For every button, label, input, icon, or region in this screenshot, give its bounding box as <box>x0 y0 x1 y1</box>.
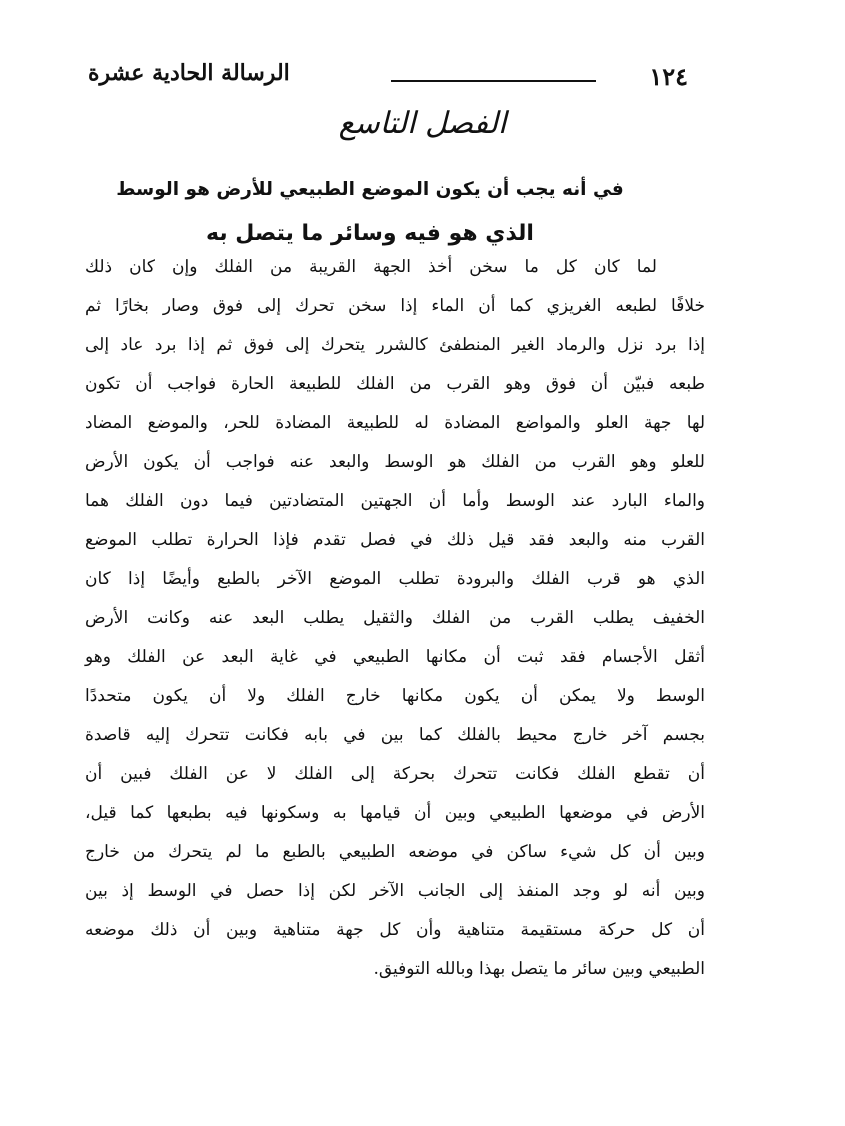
body-line: لما كان كل ما سخن أخذ الجهة القريبة من الفلك وإن كان ذلك <box>85 257 657 277</box>
body-line: القرب منه والبعد فقد قيل ذلك في فصل تقدم فإذا الحرارة تطلب الموضع <box>85 530 705 550</box>
section-heading <box>110 168 630 256</box>
body-line: بجسم آخر خارج محيط بالفلك كما بين في بابه فكانت تتحرك إليه قاصدة <box>85 725 705 745</box>
body-line: أن تقطع الفلك فكانت تتحرك بحركة إلى الفلك لا عن الفلك فبين أن <box>85 764 705 784</box>
header-rule <box>391 80 596 82</box>
running-title: الرسالة الحادية عشرة <box>88 60 290 86</box>
body-line: الأرض في موضعها الطبيعي وبين أن قيامها به وسكونها فيه بطبعها كما قيل، <box>85 803 705 823</box>
section-heading-line: الذي هو فيه وسائر ما يتصل به <box>206 221 534 246</box>
body-line: وبين أن كل شيء ساكن في موضعه الطبيعي بالطبع ما لم يتحرك من خارج <box>85 842 705 862</box>
section-heading-line: في أنه يجب أن يكون الموضع الطبيعي للأرض هو الوسط <box>116 179 624 200</box>
body-line: أن كل حركة مستقيمة متناهية وأن كل جهة متناهية وبين أن ذلك موضعه <box>85 920 705 940</box>
body-line: وبين أنه لو وجد المنفذ إلى الجانب الآخر لكن إذا حصل في الوسط إذ بين <box>85 881 705 901</box>
body-line: خلافًا لطبعه الغريزي كما أن الماء إذا سخن تحرك إلى فوق وصار بخارًا ثم <box>85 296 705 316</box>
body-line: أثقل الأجسام فقد ثبت أن مكانها الطبيعي في غاية البعد عن الفلك وهو <box>85 647 705 667</box>
body-line: الذي هو قرب الفلك والبرودة تطلب الموضع الآخر بالطبع وأيضًا إذا كان <box>85 569 705 589</box>
body-line: لها جهة العلو والمواضع المضادة له للطبيعة المضادة للحر، والموضع المضاد <box>85 413 705 433</box>
body-line: الخفيف يطلب القرب من الفلك والثقيل يطلب البعد عنه وكانت الأرض <box>85 608 705 628</box>
body-line: والماء البارد عند الوسط وأما أن الجهتين المتضادتين فيما دون الفلك هما <box>85 491 705 511</box>
body-line: الطبيعي وبين سائر ما يتصل بهذا وبالله التوفيق. <box>373 959 705 979</box>
body-line: طبعه فبيّن أن فوق وهو القرب من الفلك للطبيعة الحارة فواجب أن تكون <box>85 374 705 394</box>
body-text <box>85 248 705 989</box>
chapter-label: الفصل التاسع <box>338 106 507 141</box>
body-line: للعلو وهو القرب من الفلك هو الوسط والبعد عنه فواجب أن يكون الأرض <box>85 452 705 472</box>
body-line: الوسط ولا يمكن أن يكون مكانها خارج الفلك ولا أن يكون متحددًا <box>85 686 705 706</box>
body-line: إذا برد نزل والرماد الغير المنطفئ كالشرر يتحرك إلى فوق ثم إذا برد عاد إلى <box>85 335 705 355</box>
running-header <box>88 60 688 96</box>
page-number: ١٢٤ <box>649 62 688 91</box>
